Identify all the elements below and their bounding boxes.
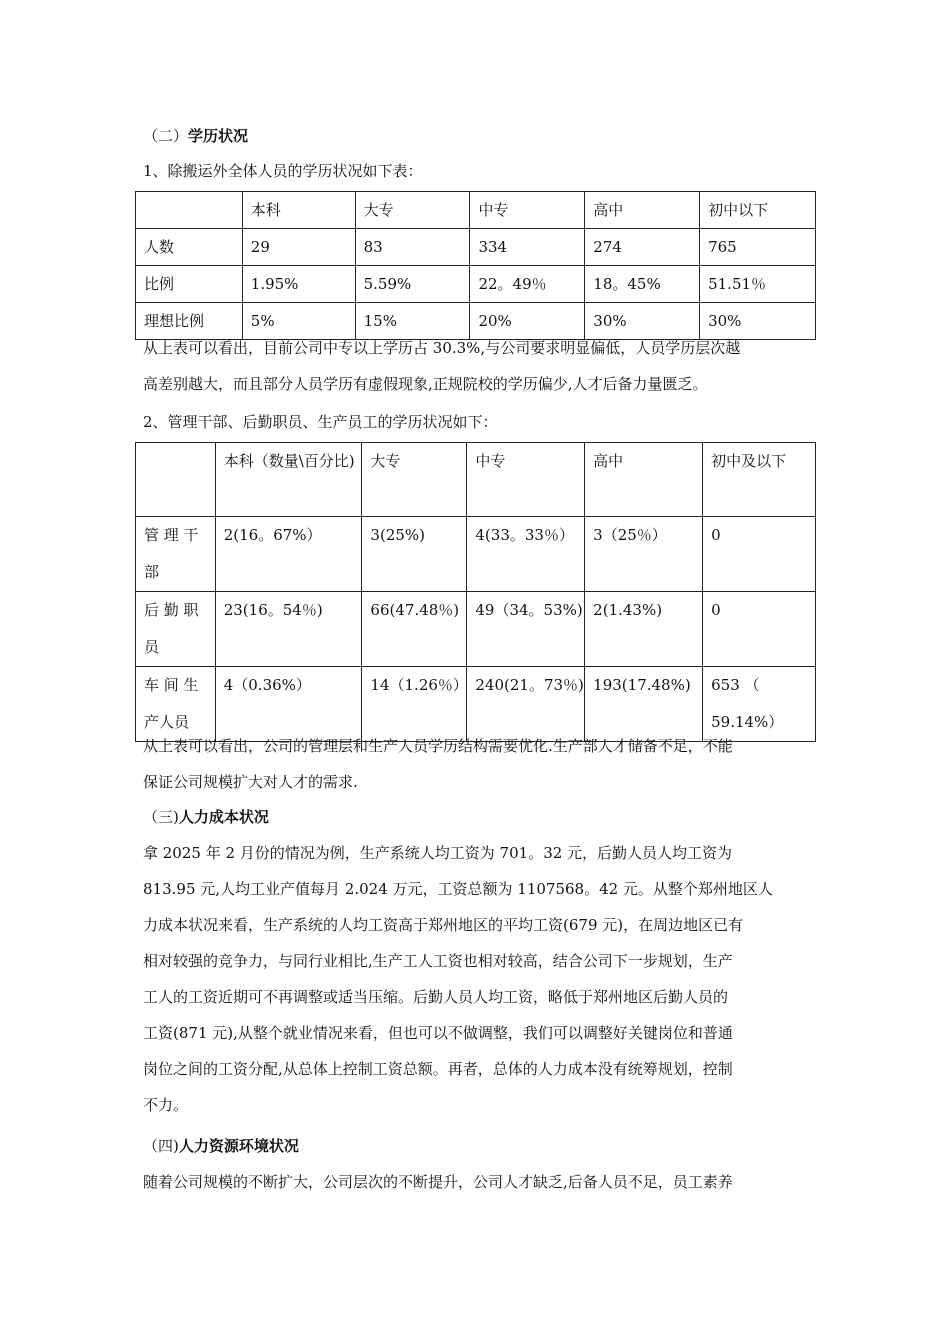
paragraph-hr-environment <box>143 1164 815 1200</box>
table-cell: 3（25％） <box>585 517 703 592</box>
section-heading-education <box>143 118 815 154</box>
text-line: 高差别越大，而且部分人员学历有虚假现象,正规院校的学历偏少,人才后备力量匮乏。 <box>143 375 708 393</box>
text-line: 岗位之间的工资分配,从总体上控制工资总额。再者，总体的人力成本没有统筹规划，控制 <box>143 1060 733 1078</box>
table-header-row <box>136 443 816 517</box>
table-row <box>136 229 816 266</box>
paragraph-labor-cost <box>143 835 815 1123</box>
text-line: 从上表可以看出，公司的管理层和生产人员学历结构需要优化.生产部人才储备不足，不能 <box>143 737 733 755</box>
table-cell: 0 <box>703 517 816 592</box>
table-header-cell: 初中及以下 <box>703 443 816 517</box>
text-line: 不力。 <box>143 1096 189 1114</box>
table-cell: 51.51％ <box>700 266 816 303</box>
table-cell: 29 <box>242 229 355 266</box>
table-cell: 30% <box>585 303 700 340</box>
table-cell: 车 间 生 产人员 <box>136 667 216 742</box>
table-header-cell: 中专 <box>467 443 585 517</box>
table-cell: 管 理 干 部 <box>136 517 216 592</box>
table-header-cell: 本科（数量\百分比) <box>215 443 362 517</box>
section-prefix: （四) <box>143 1137 179 1155</box>
table-cell: 20% <box>470 303 585 340</box>
table-header-cell <box>136 443 216 517</box>
section-title: 学历状况 <box>188 127 249 145</box>
table-cell: 5% <box>242 303 355 340</box>
paragraph-intro-1: 1、除搬运外全体人员的学历状况如下表： <box>143 162 423 180</box>
table-cell: 22。49％ <box>470 266 585 303</box>
table-cell: 3(25%) <box>362 517 467 592</box>
paragraph-intro-2: 2、管理干部、后勤职员、生产员工的学历状况如下： <box>143 413 498 431</box>
text-line: 工人的工资近期可不再调整或适当压缩。后勤人员人均工资，略低于郑州地区后勤人员的 <box>143 988 729 1006</box>
table-cell: 比例 <box>136 266 243 303</box>
section-prefix: （二） <box>143 127 189 145</box>
table-header-cell: 大专 <box>355 192 470 229</box>
table-cell: 83 <box>355 229 470 266</box>
table-cell: 18。45% <box>585 266 700 303</box>
table-cell: 5.59% <box>355 266 470 303</box>
table-cell: 193(17.48%) <box>585 667 703 742</box>
table-cell: 274 <box>585 229 700 266</box>
table-cell: 人数 <box>136 229 243 266</box>
section-prefix: （三) <box>143 808 179 826</box>
text-line: 拿 2025 年 2 月份的情况为例，生产系统人均工资为 701。32 元，后勤人员人均工资为 <box>143 844 733 862</box>
table-cell: 49（34。53%) <box>467 592 585 667</box>
section-heading-labor-cost <box>143 799 815 835</box>
table-cell: 0 <box>703 592 816 667</box>
table-header-cell: 中专 <box>470 192 585 229</box>
text-line: 813.95 元,人均工业产值每月 2.024 万元，工资总额为 1107568。42 元。从整个郑州地区人 <box>143 880 773 898</box>
table-header-cell: 高中 <box>585 443 703 517</box>
table-cell: 66(47.48％) <box>362 592 467 667</box>
table-header-cell: 大专 <box>362 443 467 517</box>
text-line: 保证公司规模扩大对人才的需求. <box>143 773 358 791</box>
table-cell: 14（1.26％） <box>362 667 467 742</box>
table-cell: 30% <box>700 303 816 340</box>
table-row <box>136 592 816 667</box>
text-line: 相对较强的竞争力，与同行业相比,生产工人工资也相对较高，结合公司下一步规划，生产 <box>143 952 733 970</box>
education-table-2 <box>135 442 816 742</box>
text-line: 力成本状况来看，生产系统的人均工资高于郑州地区的平均工资(679 元)，在周边地区已有 <box>143 916 744 934</box>
table-header-cell: 初中以下 <box>700 192 816 229</box>
table-cell: 2(1.43%) <box>585 592 703 667</box>
section-heading-hr-environment <box>143 1128 815 1164</box>
section-title: 人力成本状况 <box>178 808 269 826</box>
table-cell: 15% <box>355 303 470 340</box>
table-cell: 4（0.36%） <box>215 667 362 742</box>
paragraph-analysis-1 <box>143 330 815 402</box>
text-line: 从上表可以看出，目前公司中专以上学历占 30.3%,与公司要求明显偏低，人员学历层次越 <box>143 339 741 357</box>
table-row <box>136 517 816 592</box>
text-line: 随着公司规模的不断扩大，公司层次的不断提升，公司人才缺乏,后备人员不足，员工素养 <box>143 1173 733 1191</box>
table-cell: 334 <box>470 229 585 266</box>
table-cell: 2(16。67%） <box>215 517 362 592</box>
table-cell: 理想比例 <box>136 303 243 340</box>
table-cell: 240(21。73％) <box>467 667 585 742</box>
table-header-cell <box>136 192 243 229</box>
table-cell: 后 勤 职 员 <box>136 592 216 667</box>
table-cell: 4(33。33％） <box>467 517 585 592</box>
table-cell: 1.95% <box>242 266 355 303</box>
table-cell: 23(16。54％) <box>215 592 362 667</box>
table-cell: 765 <box>700 229 816 266</box>
section-title: 人力资源环境状况 <box>178 1137 299 1155</box>
table-row <box>136 266 816 303</box>
education-table-1 <box>135 191 816 340</box>
table-cell: 653 （ 59.14%） <box>703 667 816 742</box>
paragraph-analysis-2 <box>143 728 815 800</box>
table-header-cell: 高中 <box>585 192 700 229</box>
text-line: 工资(871 元),从整个就业情况来看，但也可以不做调整，我们可以调整好关键岗位和普通 <box>143 1024 733 1042</box>
table-header-cell: 本科 <box>242 192 355 229</box>
table-header-row <box>136 192 816 229</box>
